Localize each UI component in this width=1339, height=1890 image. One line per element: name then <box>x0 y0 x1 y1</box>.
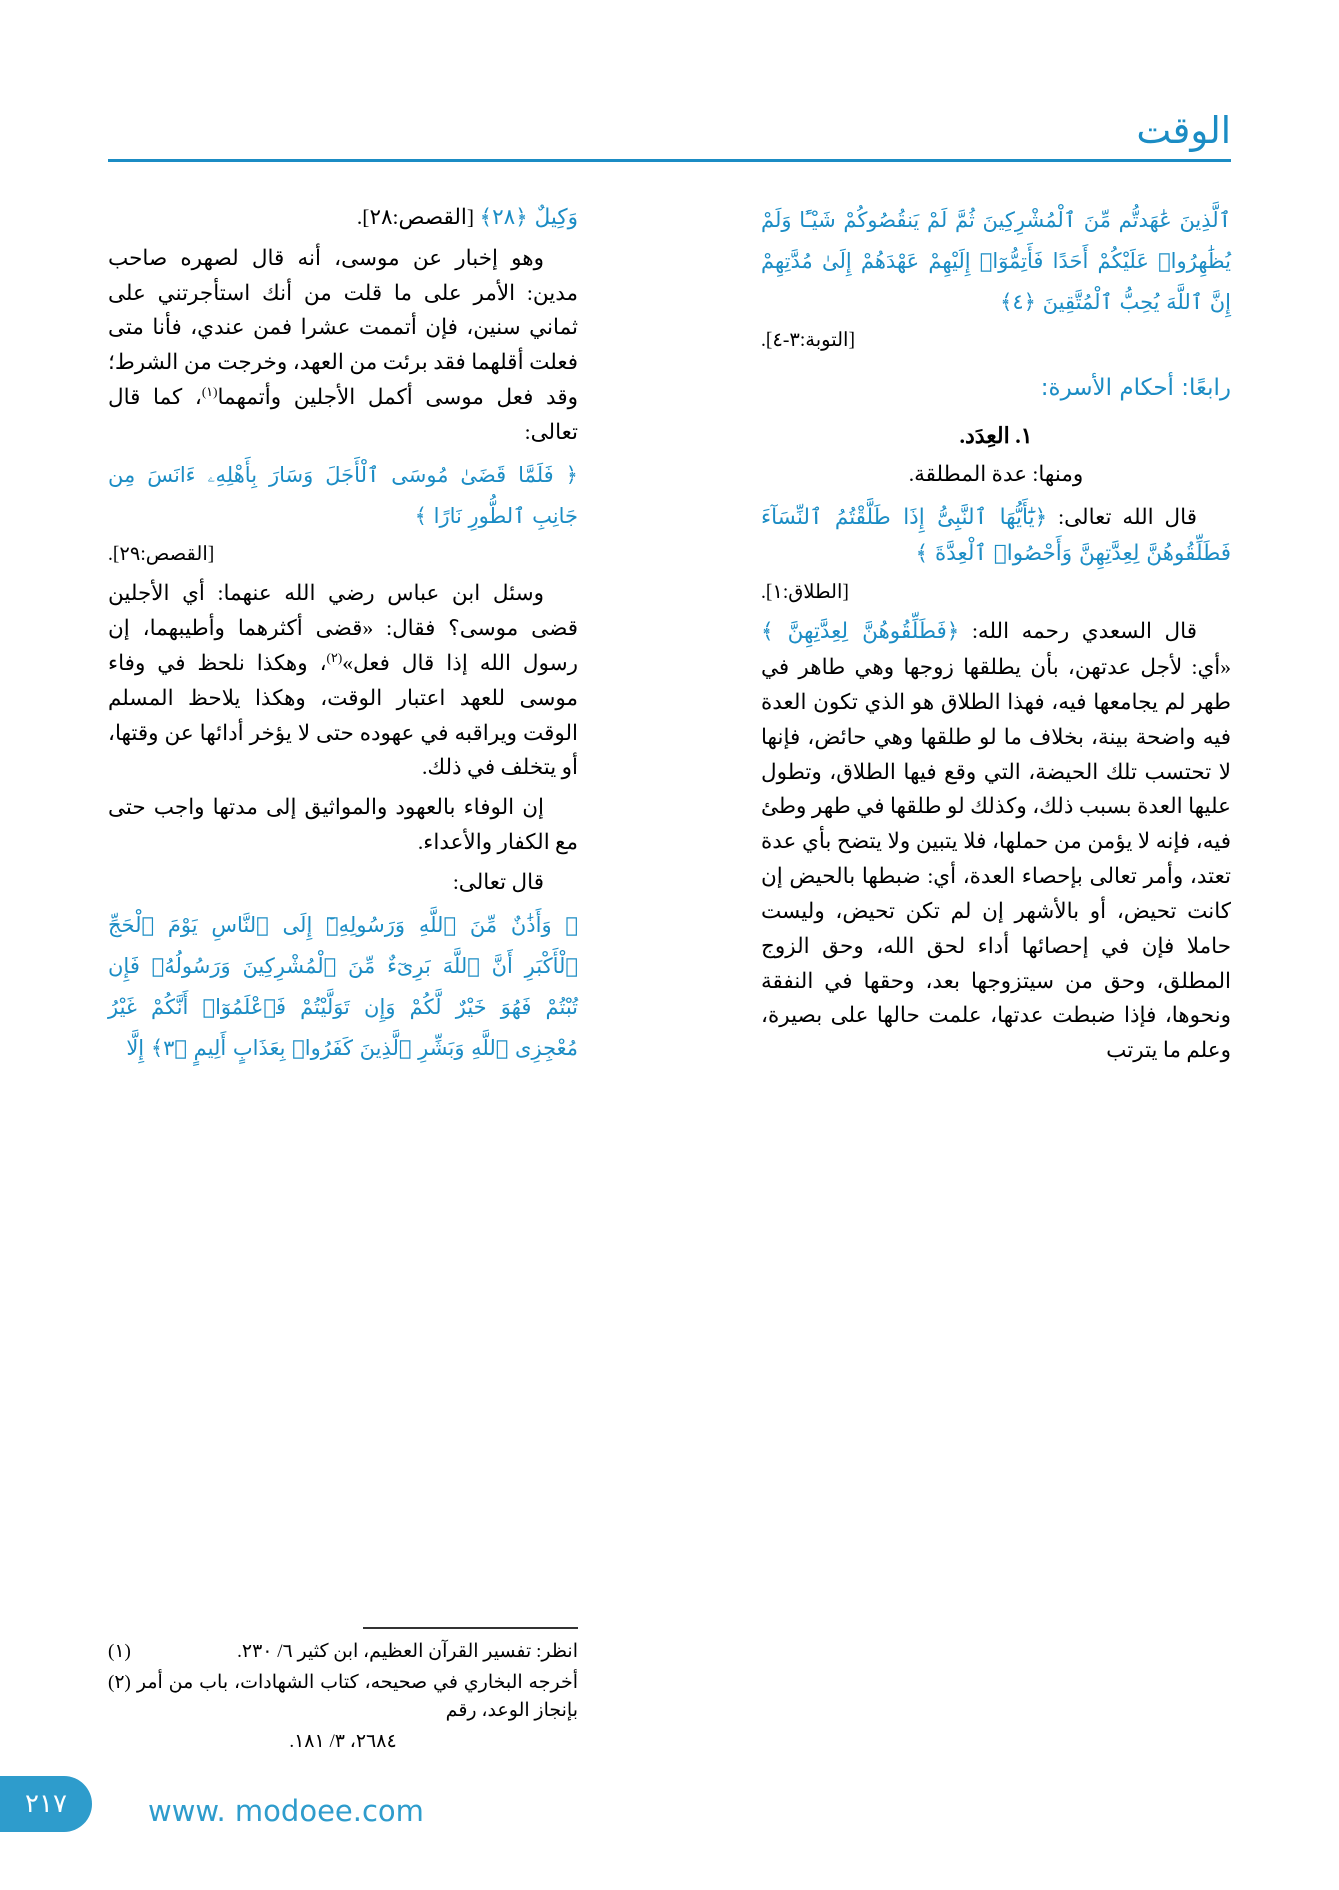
list-item-iddah-sub: ومنها: عدة المطلقة. <box>908 462 1084 487</box>
footnote-text-continued: ٢٦٨٤، ٣/ ١٨١. <box>289 1730 397 1752</box>
quran-verse-talaq: ﴿يَٰٓأَيُّهَا ٱلنَّبِىُّ إِذَا طَلَّقْتُمُ ٱلنِّسَآءَ فَطَلِّقُوهُنَّ لِعِدَّتِهِنَّ وَأَحْصُوا۟ ٱلْعِدَّةَ ﴾ <box>761 505 1231 566</box>
explanation-body: وهو إخبار عن موسى، أنه قال لصهره صاحب مدين: الأمر على ما قلت من أنك استأجرتني على ثماني سنين، فإن أتممت عشرا فمن عندي، فأنا متى فعلت أقلهما فقد برئت من العهد، وخرجت من الشرط؛ وقد فعل موسى أكمل الأجلين وأتمهما <box>108 245 579 410</box>
ibn-abbas-body: وسئل ابن عباس رضي الله عنهما: أي الأجلين قضى موسى؟ فقال: «قضى أكثرهما وأطيبهما، إن رسول الله إذا قال فعل» <box>108 581 579 675</box>
list-item-iddah: ١. العِدَد. <box>959 422 1033 448</box>
verse-reference-qasas-29: [القصص:٢٩]. <box>108 543 215 565</box>
lead-text: قال الله تعالى: <box>1058 505 1197 530</box>
paragraph-saadi <box>761 614 1231 1068</box>
paragraph-verse-end <box>108 200 578 236</box>
footnote-text: انظر: تفسير القرآن العظيم، ابن كثير ٦/ ٢٣٠. <box>237 1641 578 1662</box>
page-number-badge: ٢١٧ <box>0 1776 92 1832</box>
page-title: الوقت <box>1136 109 1231 152</box>
page-footer <box>0 1760 1339 1890</box>
saadi-lead: قال السعدي رحمه الله: <box>971 619 1197 644</box>
left-text-column <box>108 200 578 1068</box>
footnote-divider <box>363 1627 578 1629</box>
footnote-text: أخرجه البخاري في صحيحه، كتاب الشهادات، باب من أمر بإنجاز الوعد، رقم <box>136 1671 578 1721</box>
site-url-link[interactable]: www. modoee.com <box>148 1794 424 1828</box>
paragraph-quran-lead-tawbah <box>108 865 578 900</box>
quran-lead-text: قال تعالى: <box>452 869 544 894</box>
quran-fragment-wakeel: وَكِيلٌ ﴿٢٨﴾ <box>479 205 578 230</box>
section-heading-family-rulings: رابعًا: أحكام الأسرة: <box>1040 375 1231 402</box>
footnote-item <box>108 1669 578 1726</box>
right-text-column <box>761 200 1231 1073</box>
paragraph-ibn-abbas <box>108 576 578 785</box>
footnote-marker-1[interactable]: (١) <box>201 383 218 399</box>
saadi-body: «أي: لأجل عدتهن، بأن يطلقها زوجها وهي طاهر في طهر لم يجامعها فيه، فهذا الطلاق هو الذي تكون العدة فيه واضحة بينة، بخلاف ما لو طلقها وهي حائض، فإنها لا تحتسب تلك الحيضة، التي وقع فيها الطلاق، وتطول عليها العدة بسبب ذلك، وكذلك لو طلقها في طهر وطئ فيه، فإنه لا يؤمن من حملها، فلا يتبين ولا يتضح بأي عدة تعتد، وأمر تعالى بإحصاء العدة، أي: ضبطها بالحيض إن كانت تحيض، أو بالأشهر إن لم تكن تحيض، وليست حاملا فإن في إحصائها أداء لحق الله، وحق الزوج المطلق، وحق من سيتزوجها بعد، وحقها في النفقة ونحوها، فإذا ضبطت عدتها، علمت حالها على بصيرة، وعلم ما يترتب <box>761 655 1231 1063</box>
verse-reference-tawbah: [التوبة:٣-٤]. <box>761 329 855 351</box>
footnote-number: (٢) <box>108 1671 131 1693</box>
paragraph-quran-lead <box>761 500 1231 572</box>
ibn-abbas-tail: ، وهكذا نلحظ في وفاء موسى للعهد اعتبار الوقت، وهكذا يلاحظ المسلم الوقت ويراقبه في عهوده حتى لا يؤخر أدائها عن وقتها، أو يتخلف في ذلك. <box>108 650 578 780</box>
header-divider <box>108 159 1231 162</box>
verse-reference-talaq: [الطلاق:١]. <box>761 581 849 603</box>
footnotes-block <box>108 1627 578 1756</box>
verse-reference-qasas-28: [القصص:٢٨]. <box>356 205 475 229</box>
quran-verse-qasas-29: ﴿ فَلَمَّا قَضَىٰ مُوسَى ٱلْأَجَلَ وَسَارَ بِأَهْلِهِۦ ءَانَسَ مِن جَانِبِ ٱلطُّورِ نَارًا ﴾ <box>108 462 578 528</box>
footnote-number: (١) <box>108 1641 131 1662</box>
quran-verse-tawbah-3: ﴿ وَأَذَٰنٌ مِّنَ ٱللَّهِ وَرَسُولِهِۦٓ إِلَى ٱلنَّاسِ يَوْمَ ٱلْحَجِّ ٱلْأَكْبَرِ أَنَّ ٱللَّهَ بَرِىٓءٌ مِّنَ ٱلْمُشْرِكِينَ وَرَسُولُهُۥ فَإِن تُبْتُمْ فَهُوَ خَيْرٌ لَّكُمْ وَإِن تَوَلَّيْتُمْ فَٱعْلَمُوٓا۟ أَنَّكُمْ غَيْرُ مُعْجِزِى ٱللَّهِ وَبَشِّرِ ٱلَّذِينَ كَفَرُوا۟ بِعَذَابٍ أَلِيمٍ ﴿٣﴾ إِلَّا <box>108 912 578 1060</box>
explanation-tail: ، كما قال تعالى: <box>108 385 578 444</box>
footnote-marker-2[interactable]: (٢) <box>326 649 343 665</box>
quran-fragment-fatalliquhunna: ﴿فَطَلِّقُوهُنَّ لِعِدَّتِهِنَّ ﴾ <box>761 619 960 645</box>
paragraph-covenant: إن الوفاء بالعهود والمواثيق إلى مدتها واجب حتى مع الكفار والأعداء. <box>108 795 578 855</box>
paragraph-explanation-1 <box>108 241 578 450</box>
page-header <box>108 109 1231 164</box>
footnote-item <box>108 1638 578 1667</box>
quran-verse-tawbah: ٱلَّذِينَ عَٰهَدتُّم مِّنَ ٱلْمُشْرِكِينَ ثُمَّ لَمْ يَنقُصُوكُمْ شَيْـًٔا وَلَمْ يُظَٰهِرُوا۟ عَلَيْكُمْ أَحَدًا فَأَتِمُّوٓا۟ إِلَيْهِمْ عَهْدَهُمْ إِلَىٰ مُدَّتِهِمْ إِنَّ ٱللَّهَ يُحِبُّ ٱلْمُتَّقِينَ ﴿٤﴾ <box>761 208 1231 314</box>
